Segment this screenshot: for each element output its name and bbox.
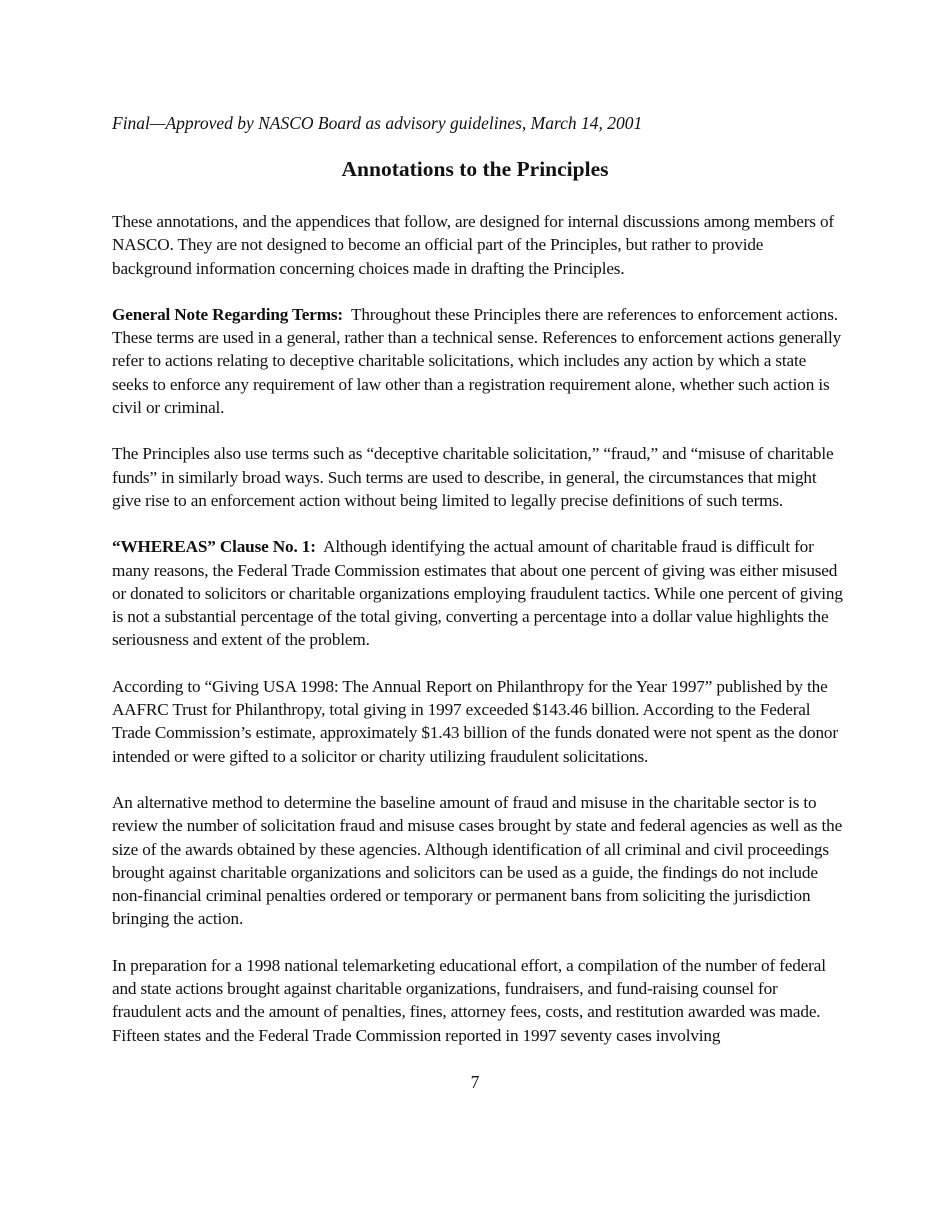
paragraph-telemarketing	[112, 954, 844, 1047]
header-note: Final—Approved by NASCO Board as advisory guidelines, March 14, 2001	[112, 113, 643, 133]
document-body	[112, 210, 844, 1070]
paragraph-text: Although identifying the actual amount of charitable fraud is difficult for many reasons, the Federal Trade Commission estimates that about one percent of giving was either misused or donated to solicitors or charitable organizations employing fraudulent tactics. While one percent of giving is not a substantial percentage of the total giving, converting a percentage into a dollar value highlights the seriousness and extent of the problem.	[112, 537, 843, 650]
page-number: 7	[470, 1072, 480, 1092]
paragraph-text: The Principles also use terms such as “deceptive charitable solicitation,” “fraud,” and “misuse of charitable funds” in similarly broad ways. Such terms are used to describe, in general, the circumstances that might give rise to an enforcement action without being limited to legally precise definitions of such terms.	[112, 444, 834, 510]
paragraph-lead: “WHEREAS” Clause No. 1:	[112, 537, 316, 557]
paragraph-general-note	[112, 303, 844, 419]
page-title: Annotations to the Principles	[341, 157, 609, 181]
paragraph-text: In preparation for a 1998 national telemarketing educational effort, a compilation of the number of federal and state actions brought against charitable organizations, fundraisers, and fund-raising counsel for fraudulent acts and the amount of penalties, fines, attorney fees, costs, and restitution awarded was made. Fifteen states and the Federal Trade Commission reported in 1997 seventy cases involving	[112, 955, 826, 1045]
paragraph-text: According to “Giving USA 1998: The Annual Report on Philanthropy for the Year 1997” published by the AAFRC Trust for Philanthropy, total giving in 1997 exceeded $143.46 billion. According to the Federal Trade Commission’s estimate, approximately $1.43 billion of the funds donated were not spent as the donor intended or were gifted to a solicitor or charity utilizing fraudulent solicitations.	[112, 676, 838, 766]
paragraph-lead: General Note Regarding Terms:	[112, 304, 343, 324]
paragraph-text: These annotations, and the appendices that follow, are designed for internal discussions among members of NASCO. They are not designed to become an official part of the Principles, but rather to provide background information concerning choices made in drafting the Principles.	[112, 212, 834, 278]
paragraph-intro	[112, 210, 844, 280]
paragraph-giving-usa	[112, 675, 844, 768]
paragraph-alternative-method	[112, 791, 844, 931]
paragraph-text: Throughout these Principles there are references to enforcement actions. These terms are used in a general, rather than a technical sense. References to enforcement actions generally refer to actions relating to deceptive charitable solicitations, which includes any action by which a state seeks to enforce any requirement of law other than a registration requirement alone, whether such action is civil or criminal.	[112, 304, 842, 418]
paragraph-terms	[112, 442, 844, 512]
paragraph-text: An alternative method to determine the baseline amount of fraud and misuse in the charitable sector is to review the number of solicitation fraud and misuse cases brought by state and federal agencies as well as the size of the awards obtained by these agencies. Although identification of all criminal and civil proceedings brought against charitable organizations and solicitors can be used as a guide, the findings do not include non-financial criminal penalties ordered or temporary or permanent bans from soliciting the jurisdiction bringing the action.	[112, 792, 843, 929]
paragraph-whereas-clause	[112, 535, 844, 651]
